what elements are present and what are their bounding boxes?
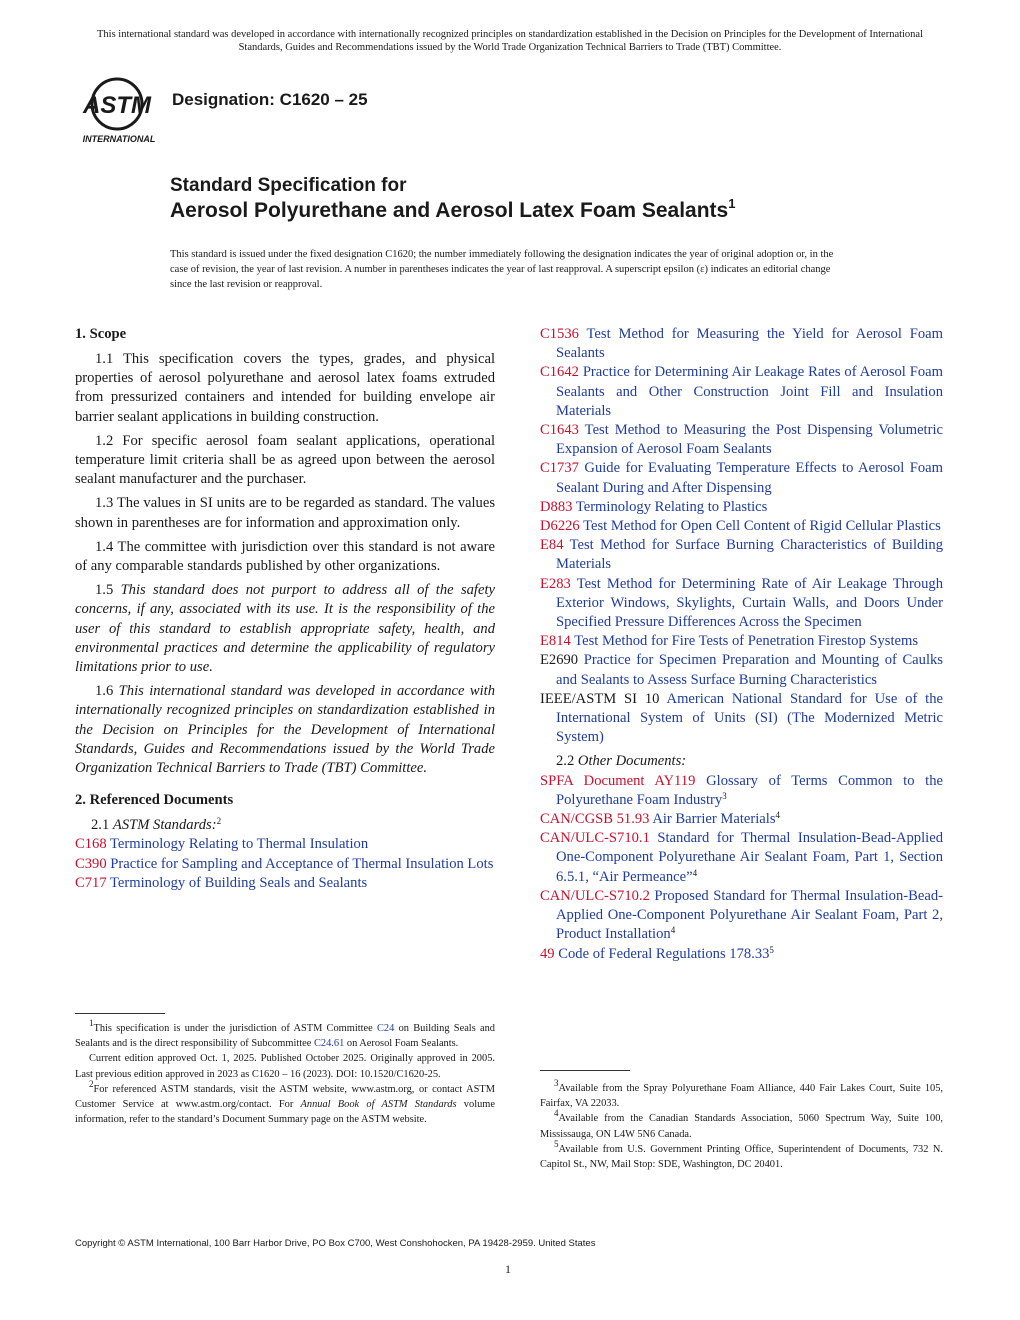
- reference-item: [540, 421, 943, 459]
- scope-1-6-num: 1.6: [95, 683, 114, 700]
- referenced.astm_refs-code[interactable]: E283: [540, 575, 571, 592]
- link-c24[interactable]: C24: [376, 1023, 395, 1034]
- footnote-mark: 5: [769, 944, 774, 955]
- referenced.astm_refs-title-link[interactable]: Test Method to Measuring the Post Dispensing Volumetric Expansion of Aerosol Foam Sealants: [556, 422, 943, 458]
- referenced.astm_refs-code[interactable]: C1643: [540, 422, 579, 439]
- referenced.astm_refs-code: E2690: [540, 652, 579, 669]
- referenced.astm_refs-title-link[interactable]: Test Method for Determining Rate of Air Leakage Through Exterior Windows, Skylights, Curtain Walls, and Doors Under Specified Pressure Differences Across the Specimen: [556, 575, 943, 631]
- footnote-1-edition: Current edition approved Oct. 1, 2025. Published October 2025. Originally approved in 2005. Last previous edition approved in 2023 as C1620 – 16 (2023). DOI: 10.1520/C1620-25.: [75, 1053, 495, 1080]
- title-footnote-mark: 1: [728, 196, 736, 211]
- astm-standards-label: 2.1 ASTM Standards:$^2$: [91, 816, 222, 834]
- referenced.astm_refs-title-link[interactable]: Test Method for Measuring the Yield for Aerosol Foam Sealants: [556, 326, 943, 362]
- referenced.astm_refs-code[interactable]: C1642: [540, 364, 579, 381]
- referenced.astm_refs-code[interactable]: C717: [75, 874, 107, 891]
- scope-1-5: [75, 581, 495, 677]
- referenced.other_refs-title-link[interactable]: Air Barrier Materials: [652, 811, 776, 828]
- scope-heading: 1. Scope: [75, 326, 127, 342]
- referenced.astm_refs-title-link[interactable]: Test Method for Fire Tests of Penetration Firestop Systems: [574, 633, 919, 650]
- reference-item: [540, 517, 943, 536]
- right-column: [540, 325, 943, 964]
- referenced-heading: 2. Referenced Documents: [75, 792, 234, 809]
- referenced.astm_refs-code[interactable]: D883: [540, 498, 573, 515]
- reference-item: [540, 772, 943, 810]
- referenced.other_refs-code[interactable]: CAN/ULC-S710.1: [540, 830, 650, 847]
- reference-item: [540, 325, 943, 363]
- astm-refs-left: [75, 835, 495, 893]
- title-text: Aerosol Polyurethane and Aerosol Latex Foam Sealants: [170, 199, 729, 222]
- footnote-mark: 3: [554, 1078, 559, 1088]
- scope-1-6-text: This international standard was developed in accordance with internationally recognized principles on standardization established in the Decision on Principles for the Development of International Standards, Guides and Recommendations issued by the World Trade Organization Technical Barriers to Trade (TBT) Committee.: [75, 683, 496, 777]
- link-c24-61[interactable]: C24.61: [313, 1038, 345, 1050]
- referenced.astm_refs-code[interactable]: C1536: [540, 326, 579, 342]
- scope-1-1: 1.1 This specification covers the types, grades, and physical properties of aerosol polyurethane and aerosol latex foams extruded from pressurized containers and intended for building envelope air barrier sealant applications in building construction.: [75, 351, 495, 425]
- footnote-mark: 4: [670, 925, 676, 936]
- logo-subtext: INTERNATIONAL: [82, 134, 156, 144]
- referenced.astm_refs-title-link[interactable]: Test Method for Open Cell Content of Rigid Cellular Plastics: [583, 518, 941, 535]
- referenced.astm_refs-title-link[interactable]: Terminology of Building Seals and Sealants: [110, 874, 368, 891]
- referenced.astm_refs-code[interactable]: E814: [540, 633, 571, 650]
- reference-item: [540, 632, 943, 651]
- footnote-mark: 3: [722, 790, 727, 801]
- title-line2: [170, 196, 736, 223]
- other-documents-label: 2.2 Other Documents:: [556, 753, 687, 770]
- copyright: Copyright © ASTM International, 100 Barr Harbor Drive, PO Box C700, West Conshohocken, PA 19428-2959. United States: [75, 1238, 596, 1249]
- referenced.other_refs-code[interactable]: CAN/CGSB 51.93: [540, 811, 650, 828]
- astm-logo: [73, 76, 161, 146]
- issued-note: This standard is issued under the fixed designation C1620; the number immediately following the designation indicates the year of original adoption or, in the case of revision, the year of last revision. A number in parentheses indicates the year of last reapproval. A superscript epsilon (ε) indicates an editorial change since the last revision or reapproval.: [170, 249, 834, 290]
- footnote-5: [540, 1138, 943, 1172]
- referenced.astm_refs-code[interactable]: D6226: [540, 518, 580, 535]
- referenced.astm_refs-title-link[interactable]: American National Standard for Use of the International System of Units (SI) (The Modernized Metric System): [556, 690, 943, 746]
- referenced.other_refs-code[interactable]: 49: [540, 945, 555, 962]
- referenced.astm_refs-title-link[interactable]: Guide for Evaluating Temperature Effects to Aerosol Foam Sealant During and After Dispensing: [556, 460, 943, 496]
- designation: Designation: C1620 – 25: [172, 90, 368, 109]
- referenced.other_refs-code[interactable]: SPFA Document AY119: [540, 772, 696, 789]
- referenced.astm_refs-code[interactable]: C1737: [540, 460, 579, 477]
- reference-item: [540, 829, 943, 887]
- footnote-3: [540, 1078, 943, 1111]
- reference-item: [540, 887, 943, 945]
- reference-item: [540, 536, 943, 574]
- scope-1-3: 1.3 The values in SI units are to be regarded as standard. The values shown in parentheses are for information and approximation only.: [75, 495, 495, 531]
- footnote-1: $^1$This specification is under the jurisdiction of ASTM Committee C24 on Building Seals and Sealants and is the direct responsibility of Subcommittee C24.61 on Aerosol Foam Sealants.: [75, 1018, 495, 1050]
- footnotes-right: [540, 1078, 943, 1172]
- reference-item: [540, 810, 943, 829]
- footnote-text: Available from the Spray Polyurethane Foam Alliance, 440 Fair Lakes Court, Suite 105, Fairfax, VA 22033.: [540, 1083, 943, 1110]
- referenced.astm_refs-code[interactable]: C390: [75, 855, 107, 872]
- reference-item: [540, 945, 943, 964]
- footnote-mark: 5: [554, 1138, 559, 1149]
- scope-1-4: 1.4 The committee with jurisdiction over this standard is not aware of any comparable standards published by other organizations.: [75, 538, 495, 575]
- footnote-4: [540, 1108, 943, 1141]
- referenced.other_refs-title-link[interactable]: Standard for Thermal Insulation-Bead-Applied One-Component Polyurethane Air Sealant Foam, Part 1, Section 6.5.1, “Air Permeance”: [556, 830, 943, 885]
- referenced.astm_refs-code[interactable]: C168: [75, 836, 107, 853]
- footnotes-left: [75, 1018, 495, 1127]
- footnote-mark: 4: [692, 867, 698, 878]
- referenced.astm_refs-title-link[interactable]: Practice for Sampling and Acceptance of Thermal Insulation Lots: [110, 855, 494, 872]
- reference-item: [540, 690, 943, 748]
- footnote-text: Available from U.S. Government Printing Office, Superintendent of Documents, 732 N. Capitol St., NW, Mail Stop: SDE, Washington, DC 20401.: [540, 1143, 943, 1171]
- footnote-divider-right: [540, 1070, 630, 1071]
- reference-item: [540, 363, 943, 421]
- referenced.astm_refs-code[interactable]: E84: [540, 537, 564, 554]
- referenced.astm_refs-title-link[interactable]: Practice for Determining Air Leakage Rates of Aerosol Foam Sealants and Other Construction Joint Fill and Insulation Materials: [556, 364, 943, 419]
- referenced.astm_refs-code: IEEE/ASTM SI 10: [540, 690, 660, 707]
- reference-item: [540, 498, 943, 517]
- reference-item: [540, 459, 943, 497]
- other-refs: [540, 772, 943, 964]
- reference-item: [540, 575, 943, 633]
- reference-item: [75, 874, 495, 893]
- footnote-mark: 4: [775, 810, 781, 821]
- logo-text: ASTM: [83, 92, 151, 119]
- referenced.other_refs-title-link[interactable]: Glossary of Terms Common to the Polyurethane Foam Industry: [556, 772, 943, 808]
- reference-item: [540, 651, 943, 689]
- footnote-2: $^2$For referenced ASTM standards, visit the ASTM website, www.astm.org, or contact ASTM Customer Service at www.astm.org/contact. For Annual Book of ASTM Standards volume information, refer to the standard’s Document Summary page on the ASTM website.: [75, 1078, 495, 1126]
- page-number: 1: [505, 1262, 511, 1276]
- scope-1-2: 1.2 For specific aerosol foam sealant applications, operational temperature limit criteria shall be as agreed upon between the aerosol sealant manufacturer and the purchaser.: [75, 432, 495, 488]
- referenced.astm_refs-title-link[interactable]: Terminology Relating to Plastics: [575, 498, 768, 515]
- reference-item: [75, 855, 495, 874]
- referenced.other_refs-title-link[interactable]: Proposed Standard for Thermal Insulation-Bead-Applied One-Component Polyurethane Air Sealant Foam, Part 2, Product Installation: [556, 887, 943, 943]
- astm-refs-right: [540, 325, 943, 747]
- footnote-text: Available from the Canadian Standards Association, 5060 Spectrum Way, Suite 100, Mississauga, ON L4W 5N6 Canada.: [540, 1113, 943, 1140]
- scope-1-5-num: 1.5: [95, 582, 114, 599]
- referenced.astm_refs-title-link[interactable]: Test Method for Surface Burning Characteristics of Building Materials: [556, 537, 943, 573]
- referenced.other_refs-title-link[interactable]: Code of Federal Regulations 178.33: [558, 945, 770, 962]
- referenced.astm_refs-title-link[interactable]: Terminology Relating to Thermal Insulation: [110, 836, 369, 853]
- left-column: [75, 325, 495, 893]
- footnote-divider-left: [75, 1013, 165, 1014]
- reference-item: [75, 835, 495, 854]
- title-line1: Standard Specification for: [170, 175, 407, 196]
- scope-1-6: [75, 682, 495, 778]
- footnote-mark: 4: [554, 1108, 559, 1119]
- scope-1-5-text: This standard does not purport to address all of the safety concerns, if any, associated with its use. It is the responsibility of the user of this standard to establish appropriate safety, health, and environmental practices and determine the applicability of regulatory limitations prior to use.: [75, 582, 495, 676]
- referenced.other_refs-code[interactable]: CAN/ULC-S710.2: [540, 887, 650, 904]
- top-notice: This international standard was developed in accordance with internationally recognized principles on standardization established in the Decision on Principles for the Development of International Standards, Guides and Recommendations issued by the World Trade Organization Technical Barriers to Trade (TBT) Committee.: [96, 29, 924, 53]
- referenced.astm_refs-title-link[interactable]: Practice for Specimen Preparation and Mounting of Caulks and Sealants to Assess Surface Burning Characteristics: [556, 652, 943, 688]
